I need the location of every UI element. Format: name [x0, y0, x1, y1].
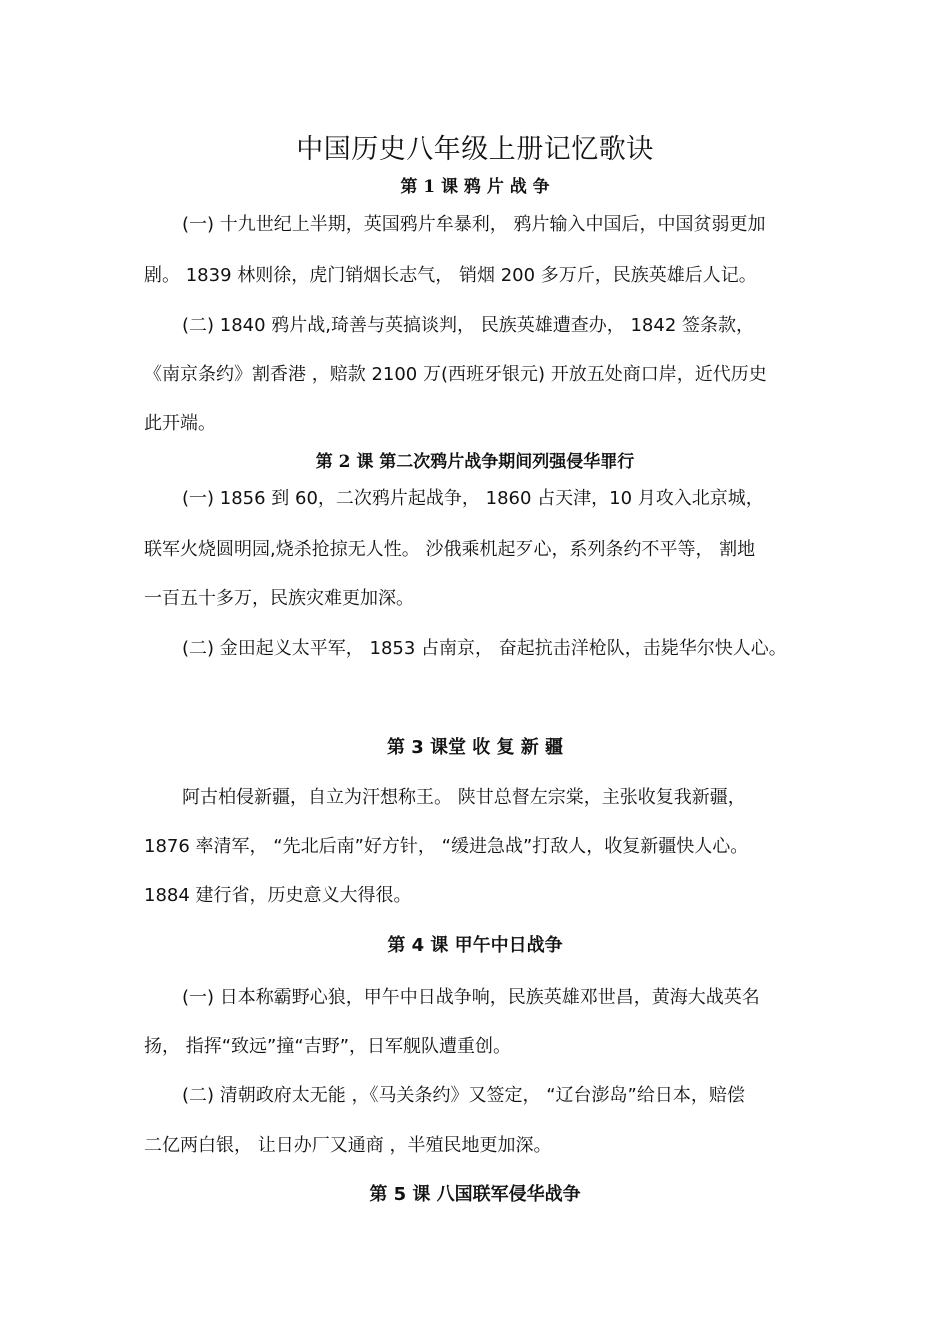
- paragraph-line: 剧。 1839 林则徐，虎门销烟长志气， 销烟 200 多万斤，民族英雄后人记。: [144, 265, 757, 286]
- paragraph-line: (一) 1856 到 60，二次鸦片起战争， 1860 占天津，10 月攻入北京城，: [182, 488, 764, 509]
- paragraph-line: (二) 1840 鸦片战,琦善与英搞谈判， 民族英雄遭查办， 1842 签条款，: [182, 315, 754, 336]
- paragraph-line: 联军火烧圆明园,烧杀抢掠无人性。 沙俄乘机起歹心，系列条约不平等， 割地: [144, 539, 756, 560]
- lesson-1-heading: 第 1 课 鸦 片 战 争: [400, 177, 550, 197]
- paragraph-line: 一百五十多万，民族灾难更加深。: [144, 588, 414, 609]
- lesson-2-heading: 第 2 课 第二次鸦片战争期间列强侵华罪行: [315, 452, 635, 472]
- paragraph-line: 阿古柏侵新疆，自立为汗想称王。 陕甘总督左宗棠，主张收复我新疆，: [182, 787, 746, 808]
- paragraph-line: 此开端。: [144, 413, 216, 434]
- lesson-3-heading: 第 3 课堂 收 复 新 疆: [386, 737, 564, 758]
- paragraph-line: (二) 清朝政府太无能 ，《马关条约》又签定， “辽台澎岛”给日本，赔偿: [182, 1085, 745, 1106]
- lesson-5-heading: 第 5 课 八国联军侵华战争: [369, 1184, 581, 1205]
- lesson-4-heading: 第 4 课 甲午中日战争: [387, 935, 563, 956]
- paragraph-line: (二) 金田起义太平军， 1853 占南京， 奋起抗击洋枪队，击毙华尔快人心。: [182, 638, 787, 659]
- paragraph-line: 1876 率清军， “先北后南”好方针， “缓进急战”打敌人，收复新疆快人心。: [144, 836, 749, 857]
- paragraph-line: (一) 日本称霸野心狼，甲午中日战争响，民族英雄邓世昌，黄海大战英名: [182, 987, 760, 1008]
- paragraph-line: 二亿两白银， 让日办厂又通商 ，半殖民地更加深。: [144, 1135, 552, 1156]
- paragraph-line: 扬， 指挥“致远”撞“吉野”，日军舰队遭重创。: [144, 1036, 512, 1057]
- paragraph-line: (一) 十九世纪上半期，英国鸦片牟暴利， 鸦片输入中国后，中国贫弱更加: [182, 214, 766, 235]
- document-title: 中国历史八年级上册记忆歌诀: [296, 134, 654, 165]
- paragraph-line: 《南京条约》割香港 ，赔款 2100 万(西班牙银元) 开放五处商口岸，近代历史: [144, 364, 767, 385]
- paragraph-line: 1884 建行省，历史意义大得很。: [144, 885, 412, 906]
